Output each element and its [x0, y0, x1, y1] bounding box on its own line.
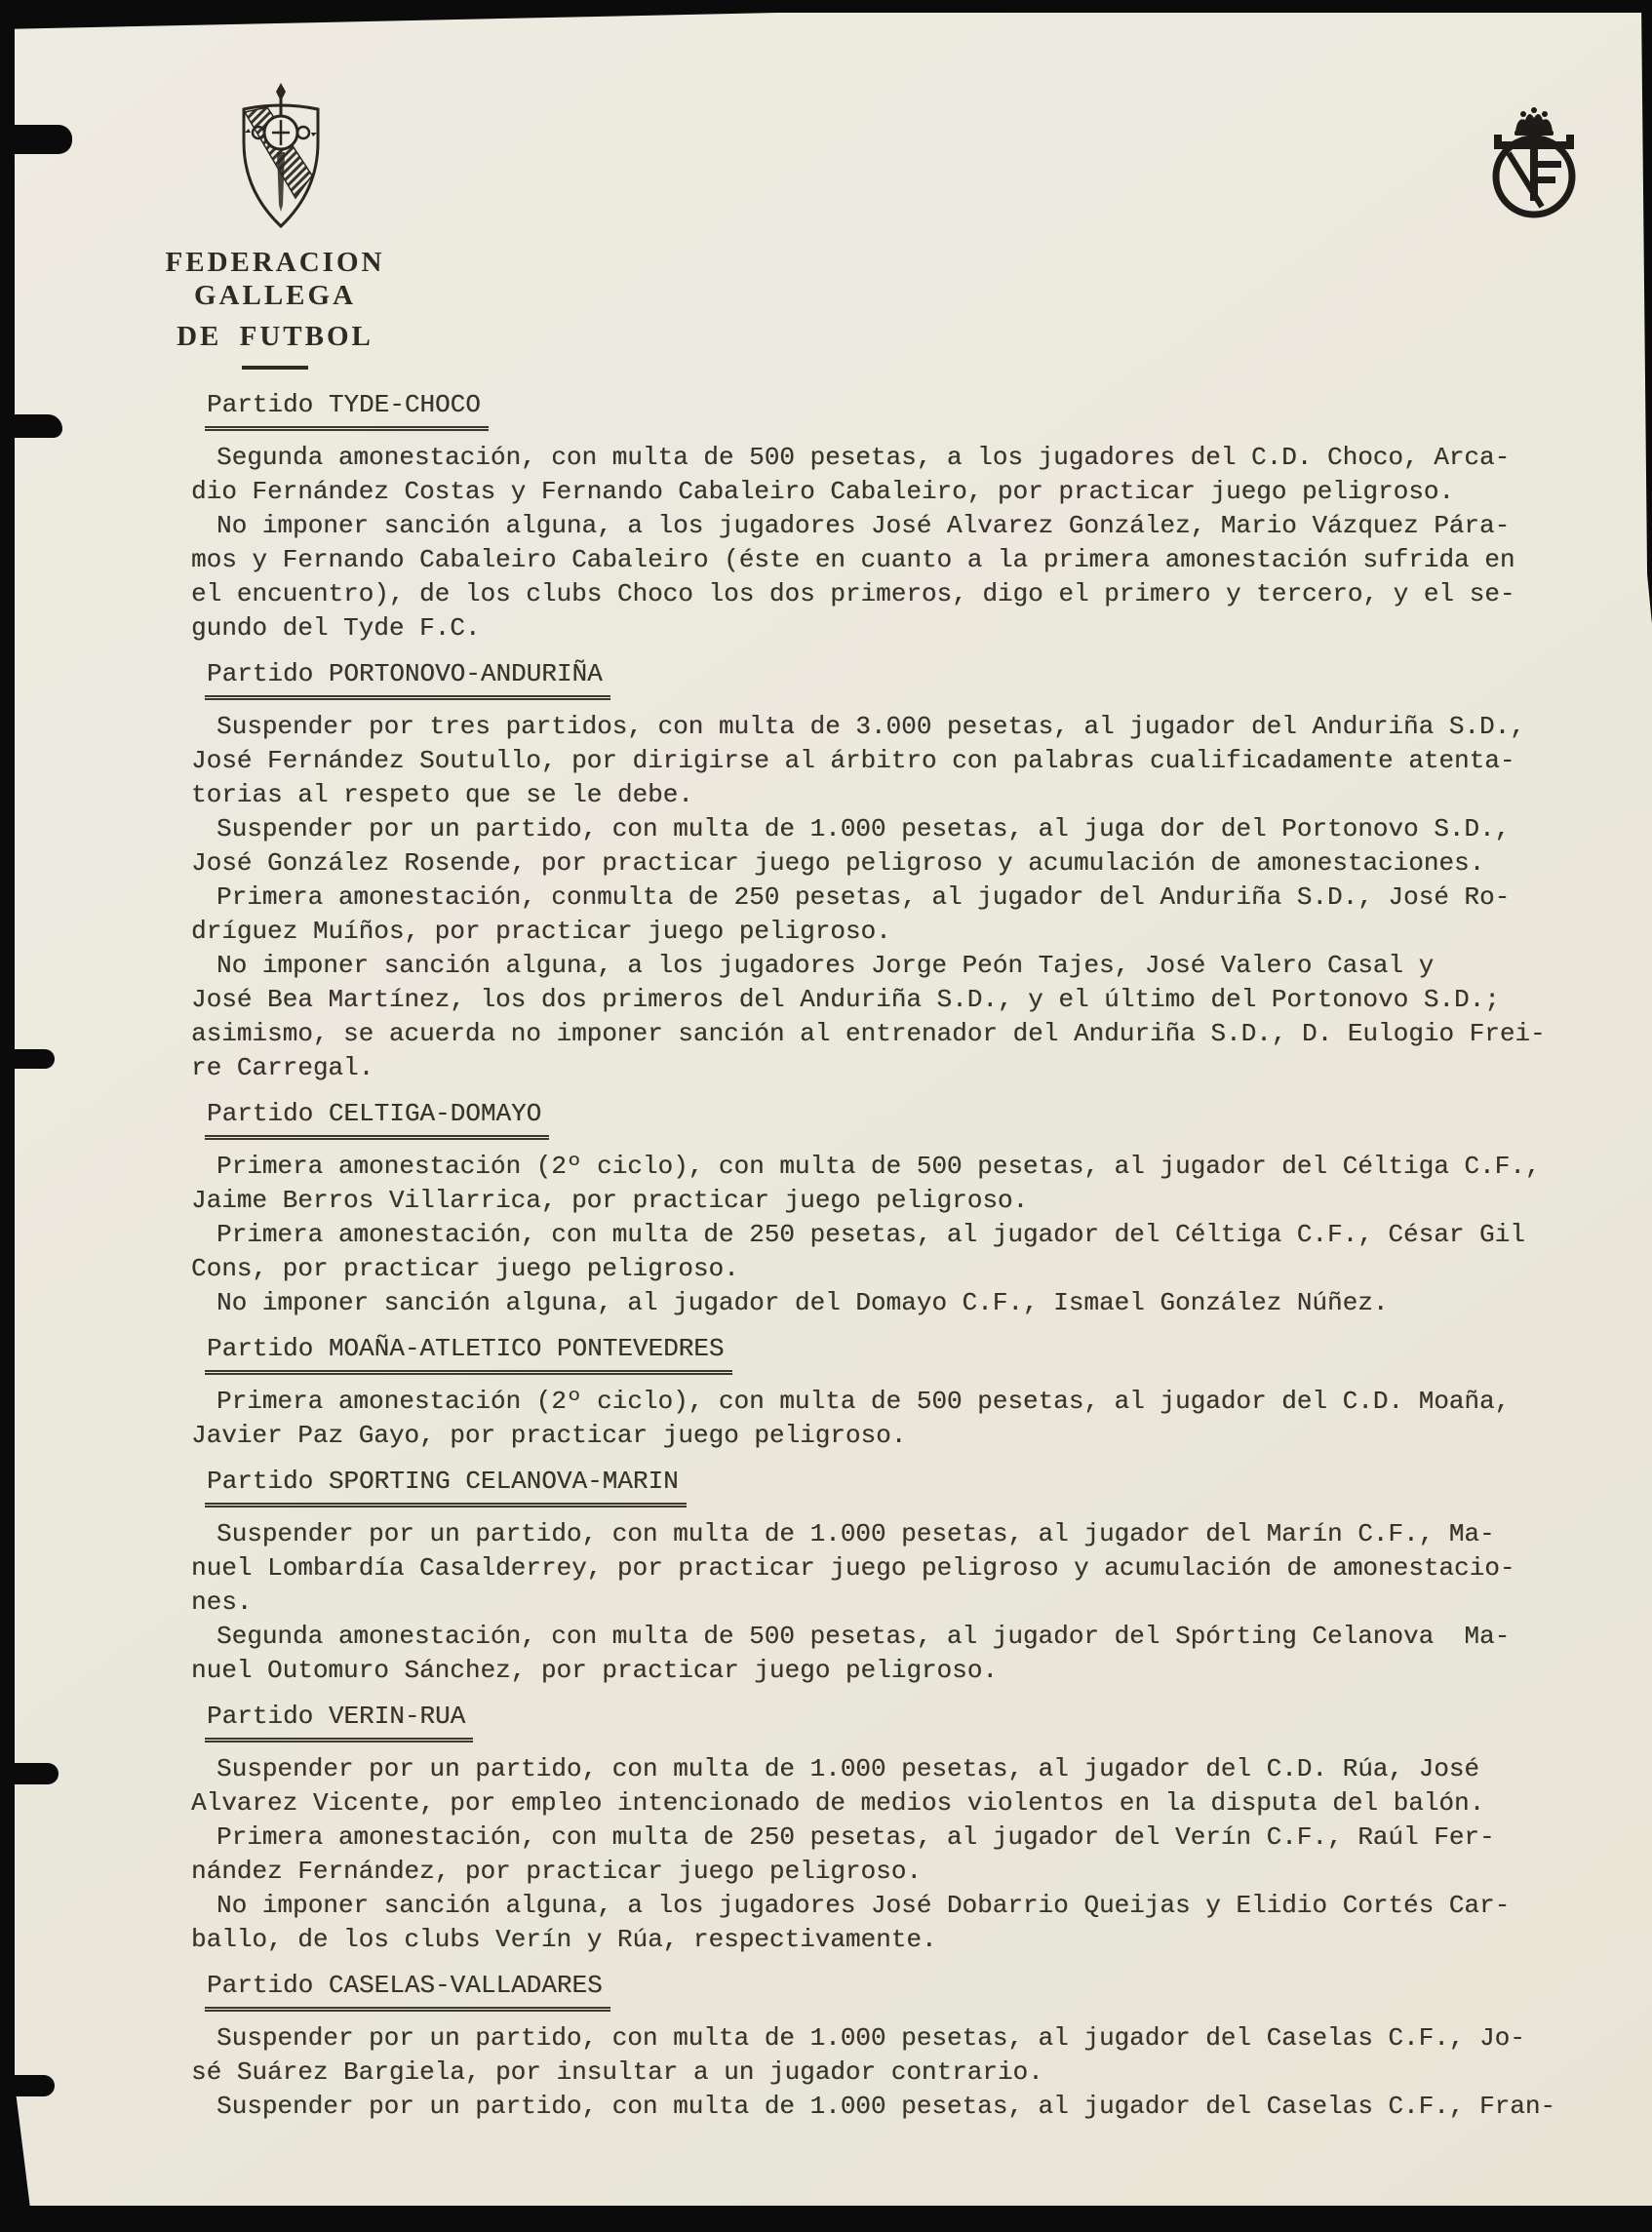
- match-section: [191, 388, 1631, 646]
- match-section: [191, 1969, 1631, 2124]
- text-line: Segunda amonestación, con multa de 500 pesetas, a los jugadores del C.D. Choco, Arca-: [216, 443, 1511, 472]
- text-line: Alvarez Vicente, por empleo intencionado de medios violentos en la disputa del balón.: [191, 1788, 1485, 1818]
- text-line: No imponer sanción alguna, a los jugadores José Alvarez González, Mario Vázquez Pára-: [216, 511, 1511, 540]
- section-heading-row: [205, 1700, 1631, 1743]
- text-line: Cons, por practicar juego peligroso.: [191, 1254, 739, 1283]
- section-heading-row: [205, 388, 1631, 431]
- section-heading-row: [205, 1969, 1631, 2012]
- text-line: No imponer sanción alguna, a los jugadores Jorge Peón Tajes, José Valero Casal y: [216, 951, 1435, 980]
- match-section: [191, 1097, 1631, 1320]
- sections: [191, 388, 1631, 2124]
- text-line: Primera amonestación (2º ciclo), con multa de 500 pesetas, al jugador del Céltiga C.F.,: [216, 1152, 1541, 1181]
- scan-edge-top-left: [0, 0, 858, 29]
- section-heading: Partido VERIN-RUA: [205, 1700, 473, 1743]
- text-line: ballo, de los clubs Verín y Rúa, respectivamente.: [191, 1925, 937, 1954]
- binder-hole-mark: [0, 1049, 55, 1069]
- binder-hole-mark: [0, 414, 62, 438]
- org-name-line2: DE FUTBOL: [177, 321, 374, 352]
- section-heading-row: [205, 1097, 1631, 1140]
- text-line: Primera amonestación, conmulta de 250 pesetas, al jugador del Anduriña S.D., José Ro-: [216, 882, 1511, 912]
- section-heading-row: [205, 657, 1631, 700]
- binder-hole-mark: [0, 2075, 55, 2096]
- letterhead-rule: [242, 366, 308, 370]
- match-section: [191, 657, 1631, 1085]
- text-line: nández Fernández, por practicar juego peligroso.: [191, 1857, 922, 1886]
- text-line: José González Rosende, por practicar juego peligroso y acumulación de amonestaciones.: [191, 848, 1485, 878]
- section-heading-row: [205, 1465, 1631, 1508]
- section-heading: Partido TYDE-CHOCO: [205, 388, 489, 431]
- federation-shield-icon: [232, 82, 330, 230]
- text-line: Primera amonestación, con multa de 250 pesetas, al jugador del Verín C.F., Raúl Fer-: [216, 1822, 1495, 1852]
- text-line: José Bea Martínez, los dos primeros del Anduriña S.D., y el último del Portonovo S.D.;: [191, 985, 1500, 1014]
- text-line: nes.: [191, 1587, 253, 1617]
- match-section: [191, 1700, 1631, 1957]
- text-line: Javier Paz Gayo, por practicar juego peligroso.: [191, 1421, 907, 1450]
- text-line: Suspender por un partido, con multa de 1.000 pesetas, al jugador del Caselas C.F., Jo-: [216, 2023, 1525, 2053]
- scan-edge-bottom: [0, 2206, 1652, 2232]
- scan-edge-left: [0, 0, 15, 2232]
- scan-corner-bottom-left: [0, 2086, 33, 2232]
- text-line: dríguez Muíños, por practicar juego peligroso.: [191, 917, 891, 946]
- section-heading: Partido MOAÑA-ATLETICO PONTEVEDRES: [205, 1332, 732, 1375]
- text-line: Primera amonestación, con multa de 250 pesetas, al jugador del Céltiga C.F., César Gil: [216, 1220, 1525, 1249]
- binder-hole-mark: [0, 125, 72, 154]
- match-section: [191, 1465, 1631, 1688]
- text-line: nuel Outomuro Sánchez, por practicar juego peligroso.: [191, 1656, 998, 1685]
- section-heading: Partido SPORTING CELANOVA-MARIN: [205, 1465, 687, 1508]
- text-line: Suspender por un partido, con multa de 1.000 pesetas, al juga dor del Portonovo S.D.,: [216, 814, 1511, 843]
- text-line: nuel Lombardía Casalderrey, por practicar juego peligroso y acumulación de amonestacio-: [191, 1553, 1515, 1583]
- text-line: asimismo, se acuerda no imponer sanción al entrenador del Anduriña S.D., D. Eulogio Frei-: [191, 1019, 1546, 1048]
- text-line: José Fernández Soutullo, por dirigirse al árbitro con palabras cualificadamente atenta-: [191, 746, 1515, 775]
- text-line: sé Suárez Bargiela, por insultar a un jugador contrario.: [191, 2057, 1043, 2087]
- text-line: mos y Fernando Cabaleiro Cabaleiro (éste en cuanto a la primera amonestación sufrida en: [191, 545, 1515, 574]
- text-line: Suspender por un partido, con multa de 1.000 pesetas, al jugador del C.D. Rúa, José: [216, 1754, 1480, 1783]
- text-line: re Carregal.: [191, 1053, 374, 1082]
- text-line: Primera amonestación (2º ciclo), con multa de 500 pesetas, al jugador del C.D. Moaña,: [216, 1387, 1511, 1416]
- text-line: Suspender por tres partidos, con multa de 3.000 pesetas, al jugador del Anduriña S.D.,: [216, 712, 1525, 741]
- text-line: torias al respeto que se le debe.: [191, 780, 693, 809]
- section-heading-row: [205, 1332, 1631, 1375]
- text-line: Segunda amonestación, con multa de 500 pesetas, al jugador del Spórting Celanova Ma-: [216, 1622, 1511, 1651]
- text-line: gundo del Tyde F.C.: [191, 613, 481, 643]
- text-line: Jaime Berros Villarrica, por practicar juego peligroso.: [191, 1186, 1029, 1215]
- letterhead: [78, 246, 472, 370]
- text-line: No imponer sanción alguna, al jugador del Domayo C.F., Ismael González Núñez.: [216, 1288, 1389, 1317]
- text-line: No imponer sanción alguna, a los jugadores José Dobarrio Queijas y Elidio Cortés Car-: [216, 1891, 1511, 1920]
- match-section: [191, 1332, 1631, 1453]
- federation-crest-icon: [1486, 105, 1582, 222]
- section-heading: Partido CASELAS-VALLADARES: [205, 1969, 610, 2012]
- text-line: dio Fernández Costas y Fernando Cabaleiro Cabaleiro, por practicar juego peligroso.: [191, 477, 1455, 506]
- text-line: el encuentro), de los clubs Choco los dos primeros, digo el primero y tercero, y el se-: [191, 579, 1515, 608]
- section-heading: Partido PORTONOVO-ANDURIÑA: [205, 657, 610, 700]
- org-name-line1: FEDERACION GALLEGA: [165, 247, 385, 311]
- section-heading: Partido CELTIGA-DOMAYO: [205, 1097, 549, 1140]
- text-line: Suspender por un partido, con multa de 1.000 pesetas, al jugador del Caselas C.F., Fran-: [216, 2092, 1556, 2121]
- scan-edge-right: [1641, 0, 1652, 624]
- text-line: Suspender por un partido, con multa de 1.000 pesetas, al jugador del Marín C.F., Ma-: [216, 1519, 1495, 1548]
- binder-hole-mark: [0, 1763, 59, 1784]
